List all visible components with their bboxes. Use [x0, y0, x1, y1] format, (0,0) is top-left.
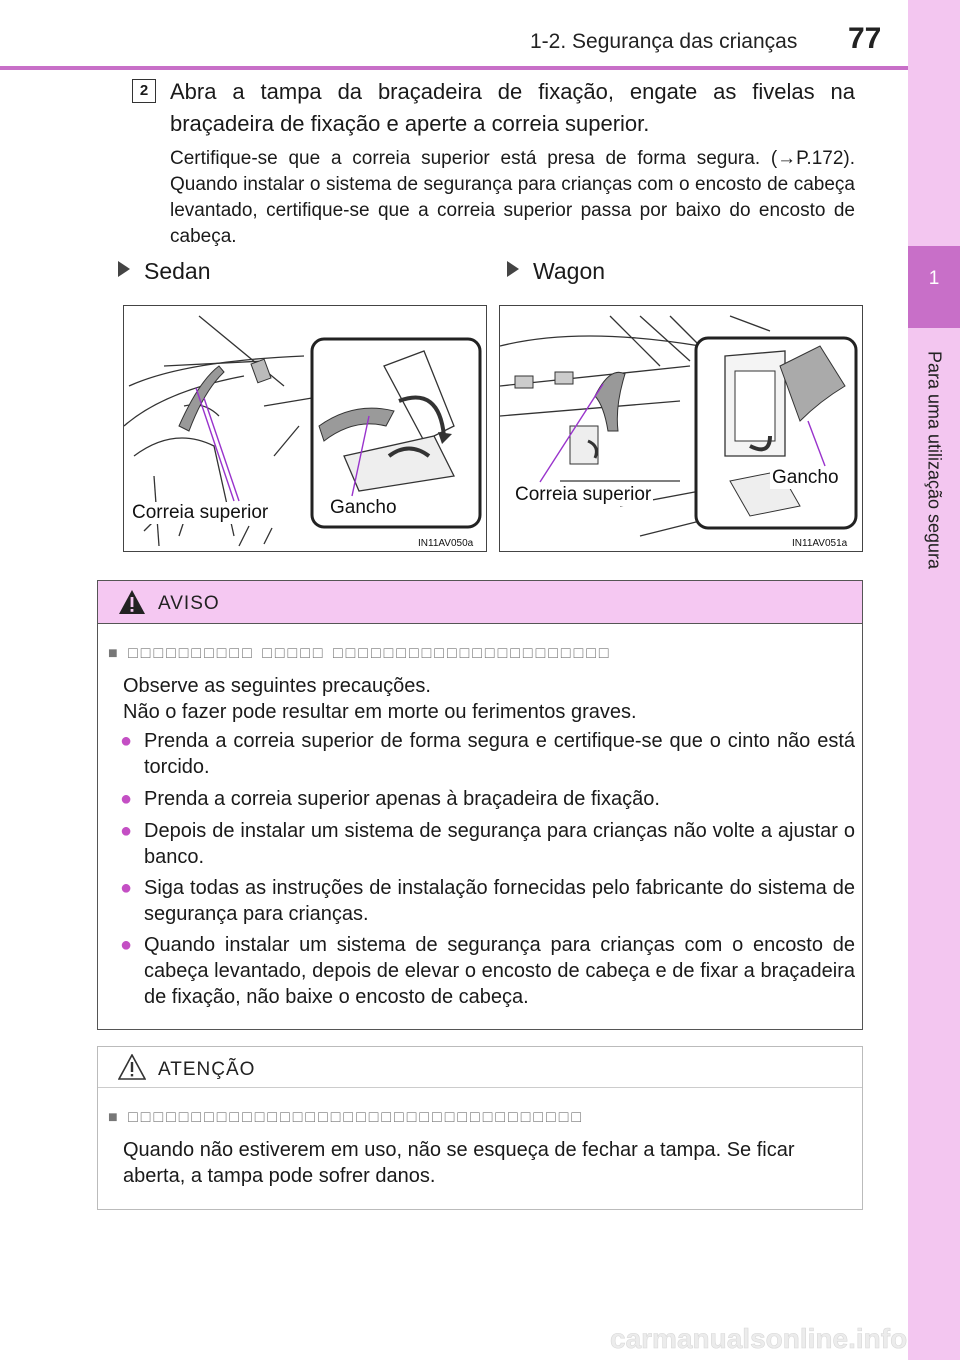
page-number: 77: [848, 22, 882, 55]
triangle-bullet-icon: [507, 261, 519, 277]
label-hook-sedan: Gancho: [330, 497, 397, 518]
bullet-dot-icon: ●: [120, 788, 133, 810]
warning-box: [97, 580, 863, 1030]
warning-bullet: ● Depois de instalar um sistema de segurança para crianças não volte a ajustar o banco.: [120, 820, 855, 868]
step-text: Abra a tampa da braçadeira de fixação, engate as fivelas na braçadeira de fixação e aperte a correia superior.: [170, 79, 855, 136]
step-number: 2: [132, 79, 156, 103]
side-tab: [908, 0, 960, 1360]
caution-text: Quando não estiverem em uso, não se esqueça de fechar a tampa. Se ficar aberta, a tampa pode sofrer danos.: [123, 1139, 795, 1187]
wagon-illustration: [500, 306, 862, 551]
warning-subheading: ■ □□□□□□□□□□ □□□□□ □□□□□□□□□□□□□□□□□□□□□□: [108, 645, 612, 662]
figure-code-wagon: IN11AV051a: [792, 538, 848, 549]
label-strap-wagon: Correia superior: [515, 484, 652, 505]
bullet-dot-icon: ●: [120, 820, 133, 842]
warning-intro-2: Não o fazer pode resultar em morte ou ferimentos graves.: [123, 701, 637, 723]
warning-bullet: ● Siga todas as instruções de instalação fornecidas pelo fabricante do sistema de segurança para crianças.: [120, 877, 855, 925]
label-strap-sedan: Correia superior: [132, 502, 269, 523]
warning-bullet: ● Quando instalar um sistema de segurança para crianças com o encosto de cabeça levantado, depois de elevar o encosto de cabeça e de fixar a braçadeira de fixação, não baixe o encosto de cabeça.: [120, 934, 855, 1008]
warning-bullet: ● Prenda a correia superior apenas à braçadeira de fixação.: [120, 788, 660, 810]
caution-triangle-icon: [118, 1054, 146, 1080]
header-rule: [0, 66, 908, 70]
bullet-dot-icon: ●: [120, 934, 133, 956]
label-hook-wagon: Gancho: [772, 467, 839, 488]
warning-title: AVISO: [158, 593, 220, 614]
figure-sedan: [123, 305, 487, 552]
bullet-dot-icon: ●: [120, 730, 133, 752]
caution-box: [97, 1046, 863, 1210]
bullet-dot-icon: ●: [120, 877, 133, 899]
side-tab-number: 1: [928, 268, 940, 289]
svg-text:carmanualsonline.info: carmanualsonline.info: [610, 1323, 908, 1354]
caution-title: ATENÇÃO: [158, 1059, 256, 1080]
warning-bullet: ● Prenda a correia superior de forma segura e certifique-se que o cinto não está torcido.: [120, 730, 855, 778]
caption-wagon: Wagon: [507, 258, 605, 285]
warning-triangle-icon: [118, 589, 146, 615]
watermark: [610, 1318, 910, 1358]
triangle-bullet-icon: [118, 261, 130, 277]
warning-intro-1: Observe as seguintes precauções.: [123, 675, 431, 697]
section-title: 1-2. Segurança das crianças: [530, 30, 798, 53]
caution-header: [98, 1047, 862, 1088]
figure-wagon: [499, 305, 863, 552]
warning-header: [98, 581, 862, 624]
side-tab-text: Para uma utilização segura: [924, 350, 945, 570]
caption-sedan: Sedan: [118, 258, 211, 285]
callout-balloon: [696, 338, 856, 528]
step-note: Certifique-se que a correia superior está presa de forma segura. (→P.172). Quando instalar o sistema de segurança para crianças com o encosto de cabeça levantado, certifique-se que a correia superior passa por baixo do encosto de cabeça.: [170, 148, 855, 247]
caution-subheading: ■ □□□□□□□□□□□□□□□□□□□□□□□□□□□□□□□□□□□□: [108, 1109, 585, 1126]
figure-code-sedan: IN11AV050a: [418, 538, 474, 549]
